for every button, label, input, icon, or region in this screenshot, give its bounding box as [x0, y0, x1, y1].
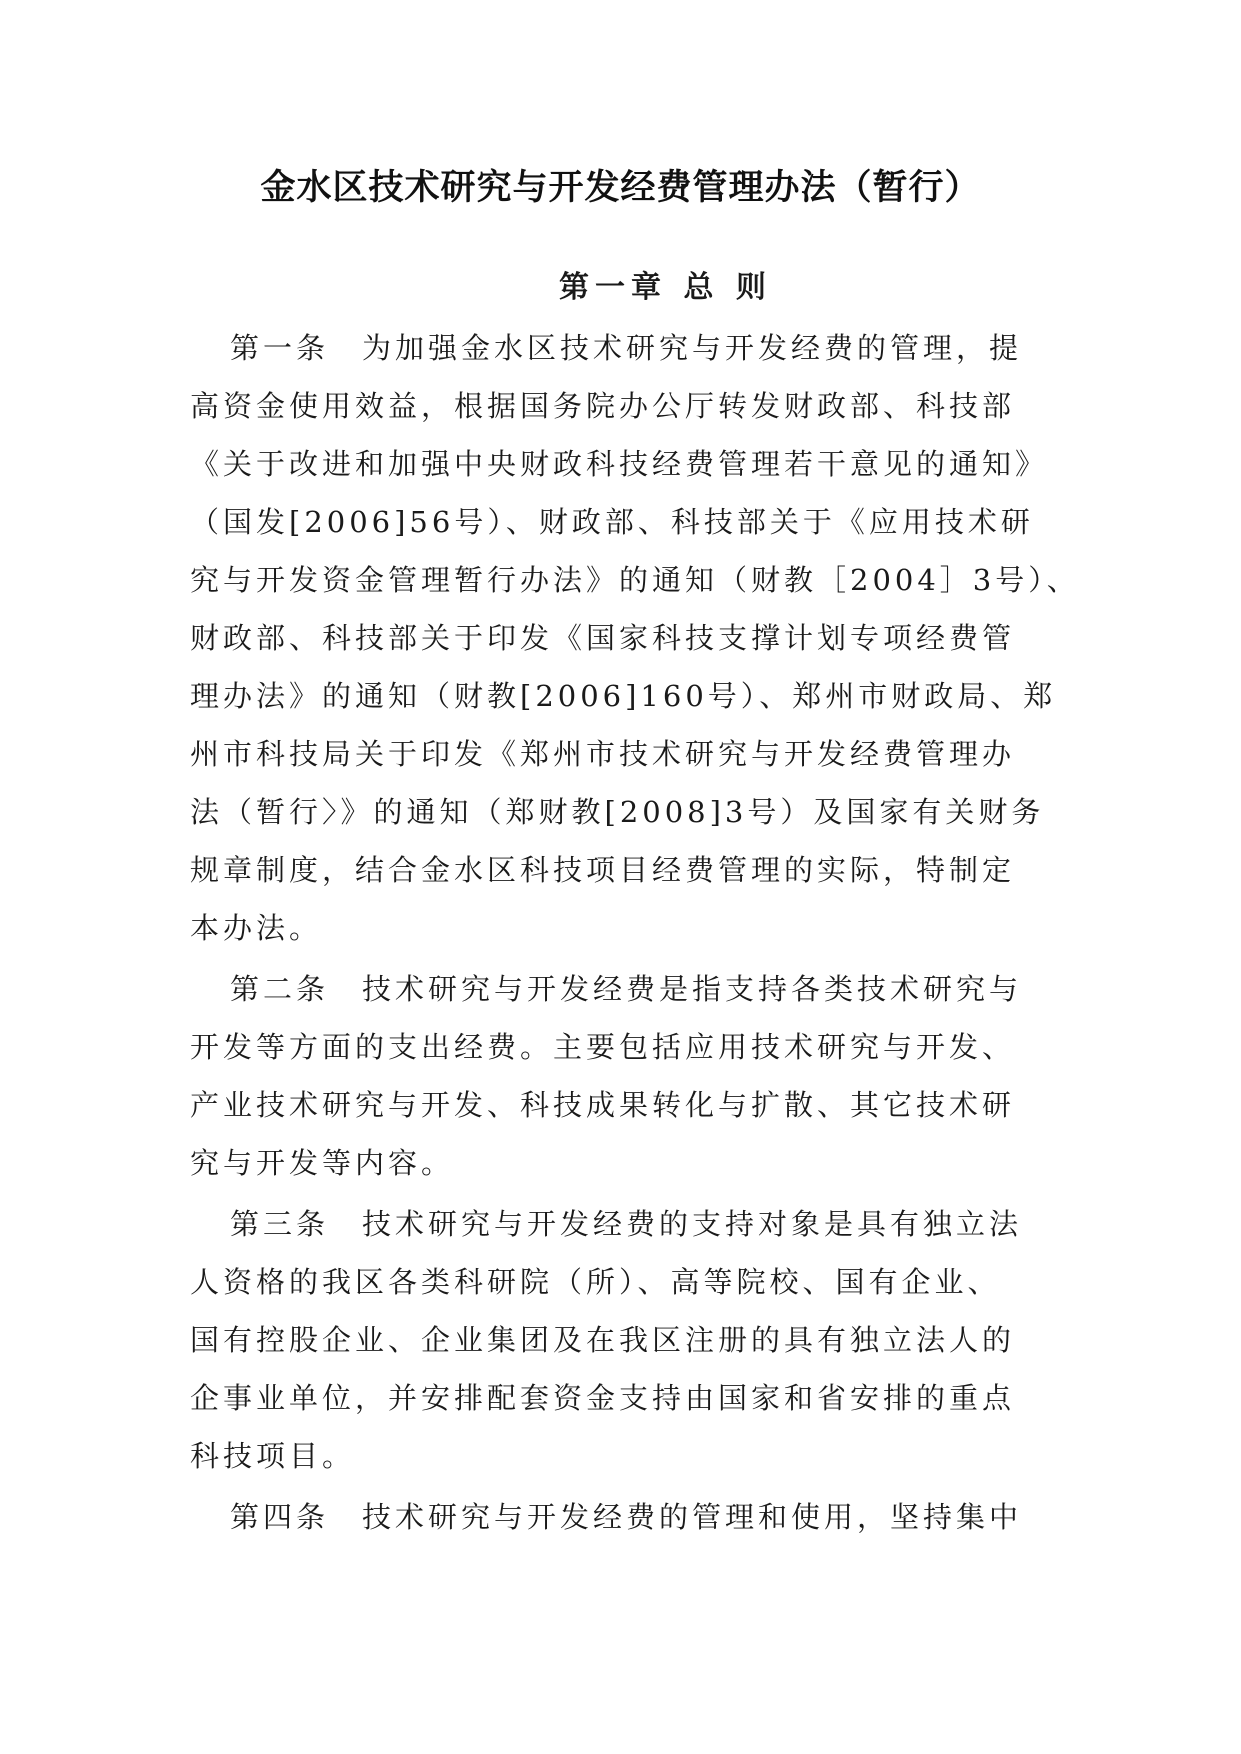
article-1-line-5: 究与开发资金管理暂行办法》的通知（财教［2004］3号）、 — [190, 563, 1080, 597]
article-1-line-6: 财政部、科技部关于印发《国家科技支撑计划专项经费管 — [190, 621, 1016, 655]
article-2-line-1: 第二条 技术研究与开发经费是指支持各类技术研究与 — [230, 972, 1023, 1006]
article-3-line-3: 国有控股企业、企业集团及在我区注册的具有独立法人的 — [190, 1323, 1016, 1357]
article-1-line-9: 法（暂行〉》的通知（郑财教[2008]3号）及国家有关财务 — [190, 795, 1045, 829]
article-2-line-2: 开发等方面的支出经费。主要包括应用技术研究与开发、 — [190, 1030, 1016, 1064]
article-1-line-10: 规章制度，结合金水区科技项目经费管理的实际，特制定 — [190, 853, 1016, 887]
article-2-line-3: 产业技术研究与开发、科技成果转化与扩散、其它技术研 — [190, 1088, 1016, 1122]
article-1-line-1: 第一条 为加强金水区技术研究与开发经费的管理，提 — [230, 331, 1023, 365]
article-1-line-3: 《关于改进和加强中央财政科技经费管理若干意见的通知》 — [190, 447, 1049, 481]
article-3-line-2: 人资格的我区各类科研院（所）、高等院校、国有企业、 — [190, 1265, 1001, 1299]
article-1-line-11: 本办法。 — [190, 911, 323, 945]
chapter-heading: 第一章 总 则 — [559, 270, 772, 305]
article-1-line-2: 高资金使用效益，根据国务院办公厅转发财政部、科技部 — [190, 389, 1016, 423]
document-title: 金水区技术研究与开发经费管理办法（暂行） — [260, 168, 981, 208]
article-1-line-4: （国发[2006]56号）、财政部、科技部关于《应用技术研 — [190, 505, 1034, 539]
article-1-line-8: 州市科技局关于印发《郑州市技术研究与开发经费管理办 — [190, 737, 1016, 771]
article-3-line-1: 第三条 技术研究与开发经费的支持对象是具有独立法 — [230, 1207, 1023, 1241]
article-4-line-1: 第四条 技术研究与开发经费的管理和使用，坚持集中 — [230, 1500, 1023, 1534]
article-3-line-4: 企事业单位，并安排配套资金支持由国家和省安排的重点 — [190, 1381, 1016, 1415]
article-1-line-7: 理办法》的通知（财教[2006]160号）、郑州市财政局、郑 — [190, 679, 1057, 713]
article-2-line-4: 究与开发等内容。 — [190, 1146, 455, 1180]
article-3-line-5: 科技项目。 — [190, 1439, 356, 1473]
